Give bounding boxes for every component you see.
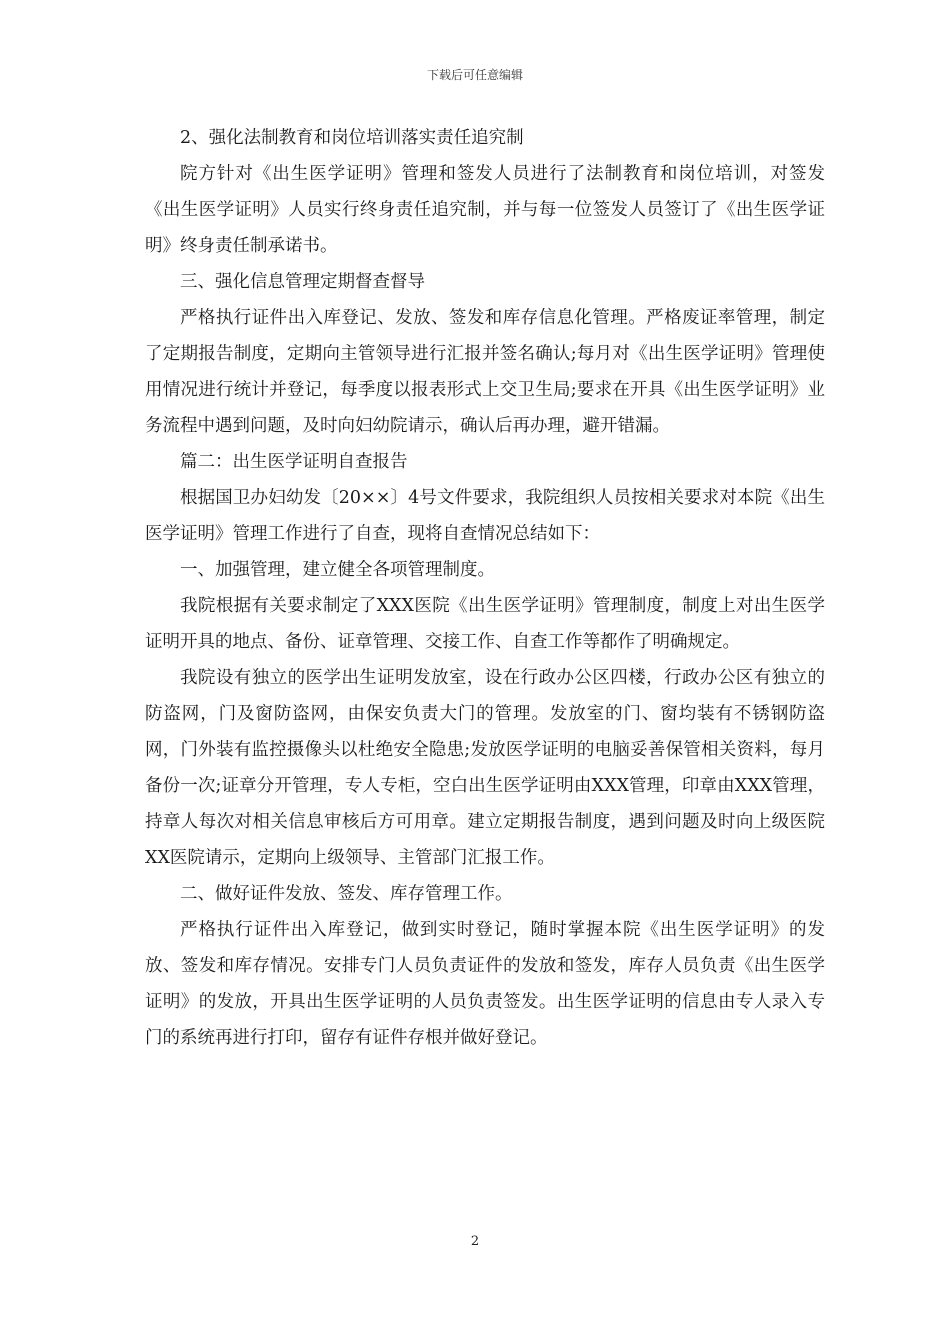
header-note: 下载后可任意编辑 <box>426 68 523 82</box>
body-paragraph: 根据国卫办妇幼发〔20××〕4号文件要求，我院组织人员按相关要求对本院《出生医学证明》管理工作进行了自查，现将自查情况总结如下： <box>145 488 825 544</box>
section-heading: 一、加强管理，建立健全各项管理制度。 <box>180 560 495 580</box>
body-paragraph: 我院设有独立的医学出生证明发放室，设在行政办公区四楼，行政办公区有独立的防盗网，门及窗防盗网，由保安负责大门的管理。发放室的门、窗均装有不锈钢防盗网，门外装有监控摄像头以杜绝安全隐患;发放医学证明的电脑妥善保管相关资料，每月备份一次;证章分开管理，专人专柜，空白出生医学证明由XXX管理，印章由XXX管理，持章人每次对相关信息审核后方可用章。建立定期报告制度，遇到问题及时向上级医院XX医院请示，定期向上级领导、主管部门汇报工作。 <box>145 668 825 868</box>
section-heading: 二、做好证件发放、签发、库存管理工作。 <box>180 884 513 904</box>
section-heading: 三、强化信息管理定期督查督导 <box>180 272 425 292</box>
body-paragraph: 我院根据有关要求制定了XXX医院《出生医学证明》管理制度，制度上对出生医学证明开具的地点、备份、证章管理、交接工作、自查工作等都作了明确规定。 <box>145 596 825 652</box>
page-number: 2 <box>470 1234 480 1249</box>
document-body <box>145 120 825 1056</box>
body-paragraph: 严格执行证件出入库登记，做到实时登记，随时掌握本院《出生医学证明》的发放、签发和库存情况。安排专门人员负责证件的发放和签发，库存人员负责《出生医学证明》的发放，开具出生医学证明的人员负责签发。出生医学证明的信息由专人录入专门的系统再进行打印，留存有证件存根并做好登记。 <box>145 920 825 1048</box>
body-paragraph: 院方针对《出生医学证明》管理和签发人员进行了法制教育和岗位培训，对签发《出生医学证明》人员实行终身责任追究制，并与每一位签发人员签订了《出生医学证明》终身责任制承诺书。 <box>145 164 825 256</box>
body-paragraph: 严格执行证件出入库登记、发放、签发和库存信息化管理。严格废证率管理，制定了定期报告制度，定期向主管领导进行汇报并签名确认;每月对《出生医学证明》管理使用情况进行统计并登记，每季度以报表形式上交卫生局;要求在开具《出生医学证明》业务流程中遇到问题，及时向妇幼院请示，确认后再办理，避开错漏。 <box>145 308 825 436</box>
section-heading: 2、强化法制教育和岗位培训落实责任追究制 <box>180 128 524 148</box>
article-title: 篇二：出生医学证明自查报告 <box>180 452 408 472</box>
